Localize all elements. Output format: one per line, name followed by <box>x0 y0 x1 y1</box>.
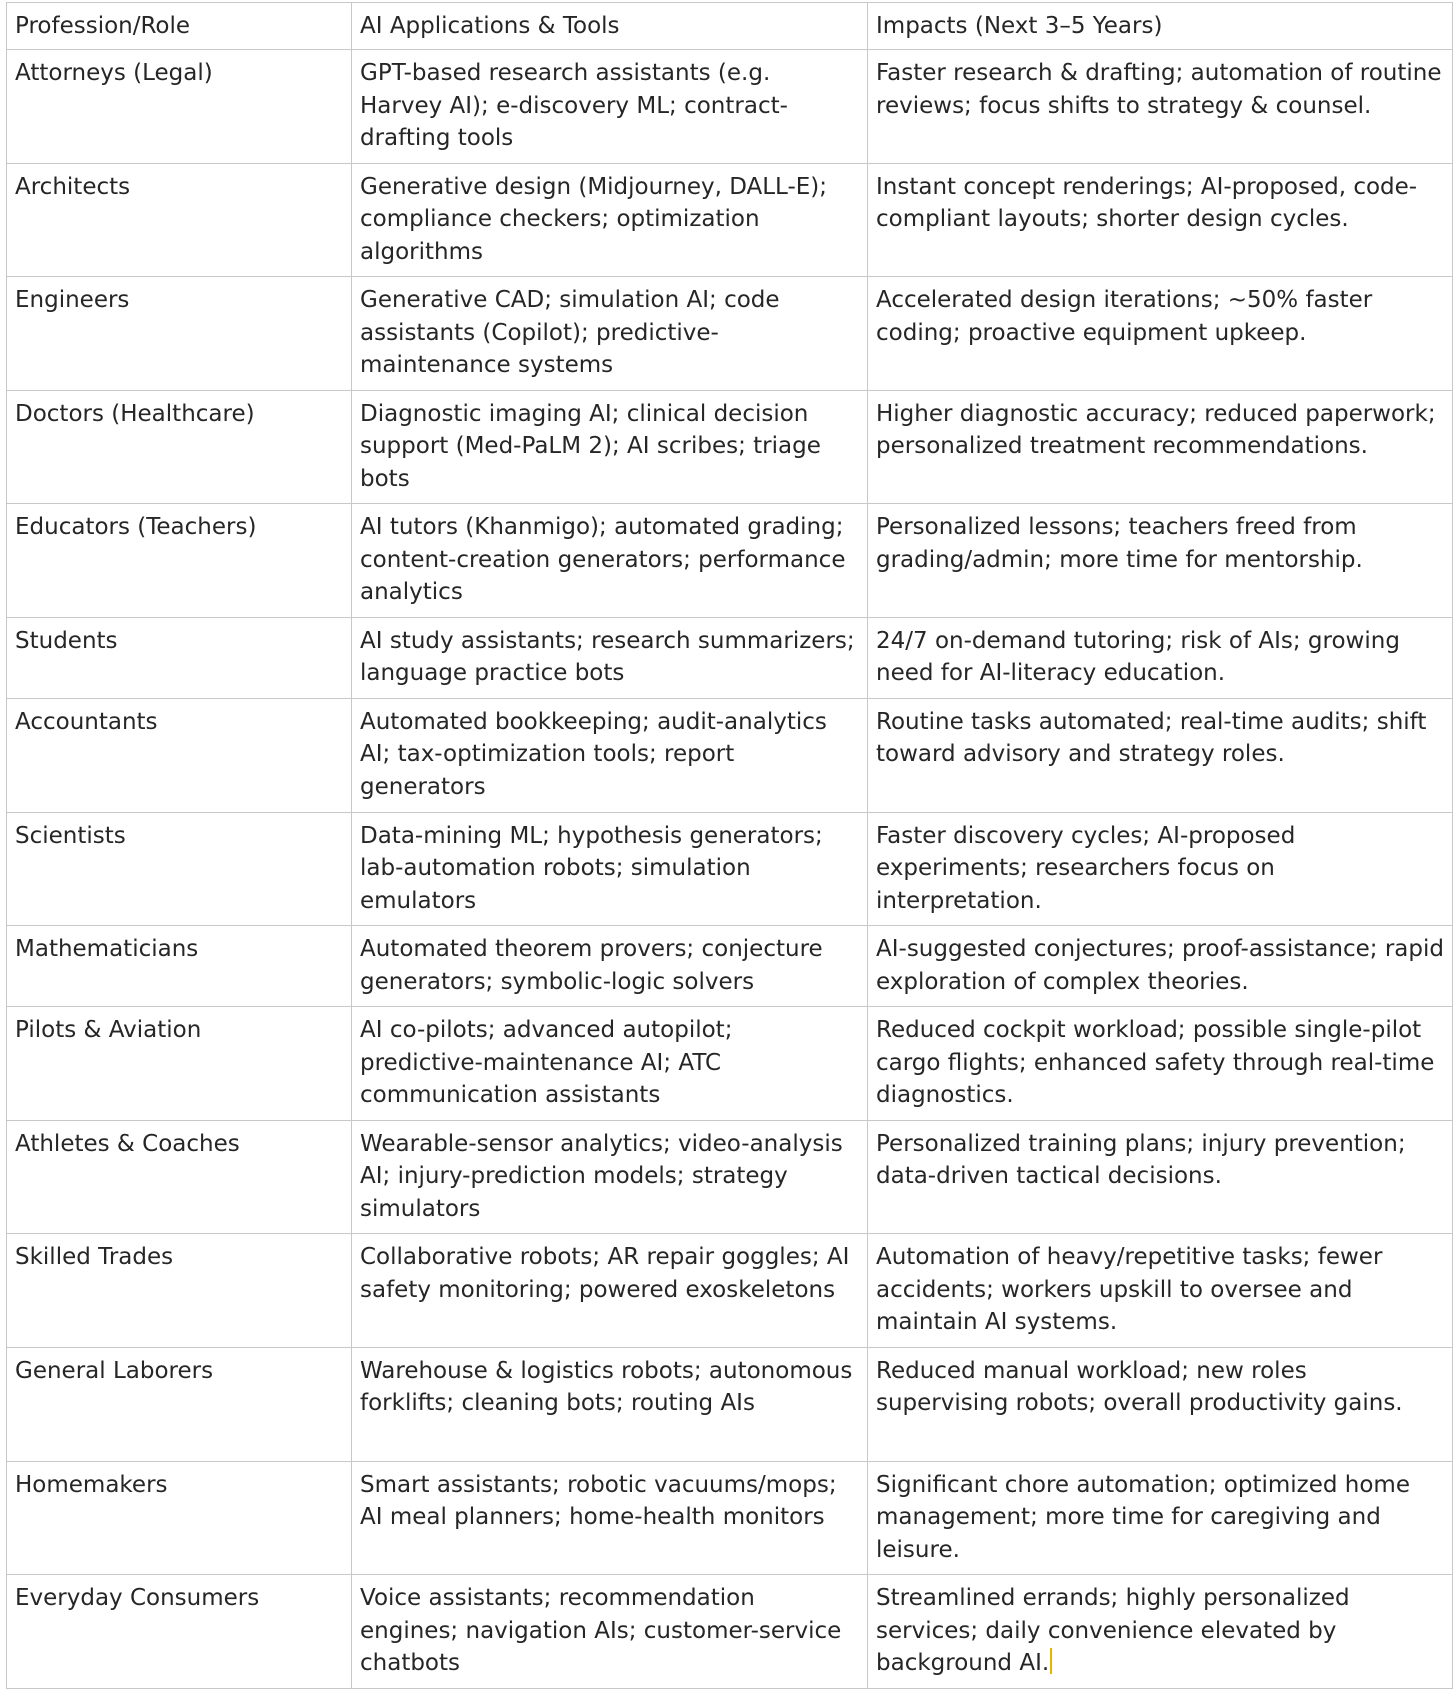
table-row <box>7 926 1453 1007</box>
table-row <box>7 1234 1453 1348</box>
impacts-cell-text: Streamlined errands; highly personalized services; daily convenience elevated by background AI. <box>876 1585 1350 1677</box>
profession-cell[interactable]: Pilots & Aviation <box>7 1007 352 1121</box>
applications-cell[interactable]: Voice assistants; recommendation engines; navigation AIs; customer-service chatbots <box>352 1575 868 1689</box>
applications-cell[interactable]: Diagnostic imaging AI; clinical decision support (Med-PaLM 2); AI scribes; triage bots <box>352 390 868 504</box>
profession-cell[interactable]: Students <box>7 617 352 698</box>
profession-cell[interactable]: Accountants <box>7 698 352 812</box>
applications-cell[interactable]: Smart assistants; robotic vacuums/mops; AI meal planners; home-health monitors <box>352 1461 868 1575</box>
profession-cell[interactable]: Scientists <box>7 812 352 926</box>
table-row <box>7 50 1453 164</box>
table-row <box>7 390 1453 504</box>
impacts-cell[interactable]: Routine tasks automated; real-time audits; shift toward advisory and strategy roles. <box>868 698 1453 812</box>
applications-cell[interactable]: Wearable-sensor analytics; video-analysis AI; injury-prediction models; strategy simulators <box>352 1120 868 1234</box>
applications-cell[interactable]: AI study assistants; research summarizers; language practice bots <box>352 617 868 698</box>
applications-cell[interactable]: Generative design (Midjourney, DALL-E); compliance checkers; optimization algorithms <box>352 163 868 277</box>
professions-table <box>6 2 1453 1689</box>
impacts-cell[interactable]: Reduced cockpit workload; possible single-pilot cargo flights; enhanced safety through real-time diagnostics. <box>868 1007 1453 1121</box>
profession-cell[interactable]: Skilled Trades <box>7 1234 352 1348</box>
profession-cell[interactable]: Engineers <box>7 277 352 391</box>
impacts-cell[interactable]: Significant chore automation; optimized home management; more time for caregiving and leisure. <box>868 1461 1453 1575</box>
table-container <box>6 2 1453 1689</box>
profession-cell[interactable]: Mathematicians <box>7 926 352 1007</box>
profession-cell[interactable]: Everyday Consumers <box>7 1575 352 1689</box>
table-row <box>7 277 1453 391</box>
impacts-cell[interactable]: 24/7 on-demand tutoring; risk of AIs; growing need for AI-literacy education. <box>868 617 1453 698</box>
table-row <box>7 1007 1453 1121</box>
profession-cell[interactable]: Homemakers <box>7 1461 352 1575</box>
table-row <box>7 812 1453 926</box>
header-cell-impacts: Impacts (Next 3–5 Years) <box>868 3 1453 50</box>
header-row <box>7 3 1453 50</box>
applications-cell[interactable]: Warehouse & logistics robots; autonomous forklifts; cleaning bots; routing AIs <box>352 1347 868 1461</box>
profession-cell[interactable]: General Laborers <box>7 1347 352 1461</box>
table-row <box>7 1347 1453 1461</box>
applications-cell[interactable]: Automated bookkeeping; audit-analytics AI; tax-optimization tools; report generators <box>352 698 868 812</box>
profession-cell[interactable]: Architects <box>7 163 352 277</box>
table-row <box>7 1461 1453 1575</box>
impacts-cell[interactable]: Higher diagnostic accuracy; reduced paperwork; personalized treatment recommendations. <box>868 390 1453 504</box>
impacts-cell[interactable]: Automation of heavy/repetitive tasks; fewer accidents; workers upskill to oversee and maintain AI systems. <box>868 1234 1453 1348</box>
applications-cell[interactable]: AI tutors (Khanmigo); automated grading; content-creation generators; performance analytics <box>352 504 868 618</box>
impacts-cell[interactable]: AI-suggested conjectures; proof-assistance; rapid exploration of complex theories. <box>868 926 1453 1007</box>
applications-cell[interactable]: Automated theorem provers; conjecture generators; symbolic-logic solvers <box>352 926 868 1007</box>
profession-cell[interactable]: Educators (Teachers) <box>7 504 352 618</box>
impacts-cell-active[interactable] <box>868 1575 1453 1689</box>
impacts-cell[interactable]: Personalized training plans; injury prevention; data-driven tactical decisions. <box>868 1120 1453 1234</box>
applications-cell[interactable]: AI co-pilots; advanced autopilot; predictive-maintenance AI; ATC communication assistants <box>352 1007 868 1121</box>
profession-cell[interactable]: Doctors (Healthcare) <box>7 390 352 504</box>
impacts-cell[interactable]: Accelerated design iterations; ~50% faster coding; proactive equipment upkeep. <box>868 277 1453 391</box>
applications-cell[interactable]: Generative CAD; simulation AI; code assistants (Copilot); predictive-maintenance systems <box>352 277 868 391</box>
profession-cell[interactable]: Attorneys (Legal) <box>7 50 352 164</box>
table-row <box>7 617 1453 698</box>
impacts-cell[interactable]: Faster research & drafting; automation of routine reviews; focus shifts to strategy & counsel. <box>868 50 1453 164</box>
header-cell-profession: Profession/Role <box>7 3 352 50</box>
table-row <box>7 698 1453 812</box>
table-row <box>7 1575 1453 1689</box>
applications-cell[interactable]: GPT-based research assistants (e.g. Harvey AI); e-discovery ML; contract-drafting tools <box>352 50 868 164</box>
table-row <box>7 1120 1453 1234</box>
applications-cell[interactable]: Collaborative robots; AR repair goggles; AI safety monitoring; powered exoskeletons <box>352 1234 868 1348</box>
impacts-cell[interactable]: Instant concept renderings; AI-proposed, code-compliant layouts; shorter design cycles. <box>868 163 1453 277</box>
applications-cell[interactable]: Data-mining ML; hypothesis generators; lab-automation robots; simulation emulators <box>352 812 868 926</box>
impacts-cell[interactable]: Reduced manual workload; new roles supervising robots; overall productivity gains. <box>868 1347 1453 1461</box>
table-row <box>7 163 1453 277</box>
profession-cell[interactable]: Athletes & Coaches <box>7 1120 352 1234</box>
impacts-cell[interactable]: Personalized lessons; teachers freed from grading/admin; more time for mentorship. <box>868 504 1453 618</box>
table-row <box>7 504 1453 618</box>
impacts-cell[interactable]: Faster discovery cycles; AI-proposed experiments; researchers focus on interpretation. <box>868 812 1453 926</box>
header-cell-applications: AI Applications & Tools <box>352 3 868 50</box>
text-cursor <box>1050 1648 1052 1674</box>
